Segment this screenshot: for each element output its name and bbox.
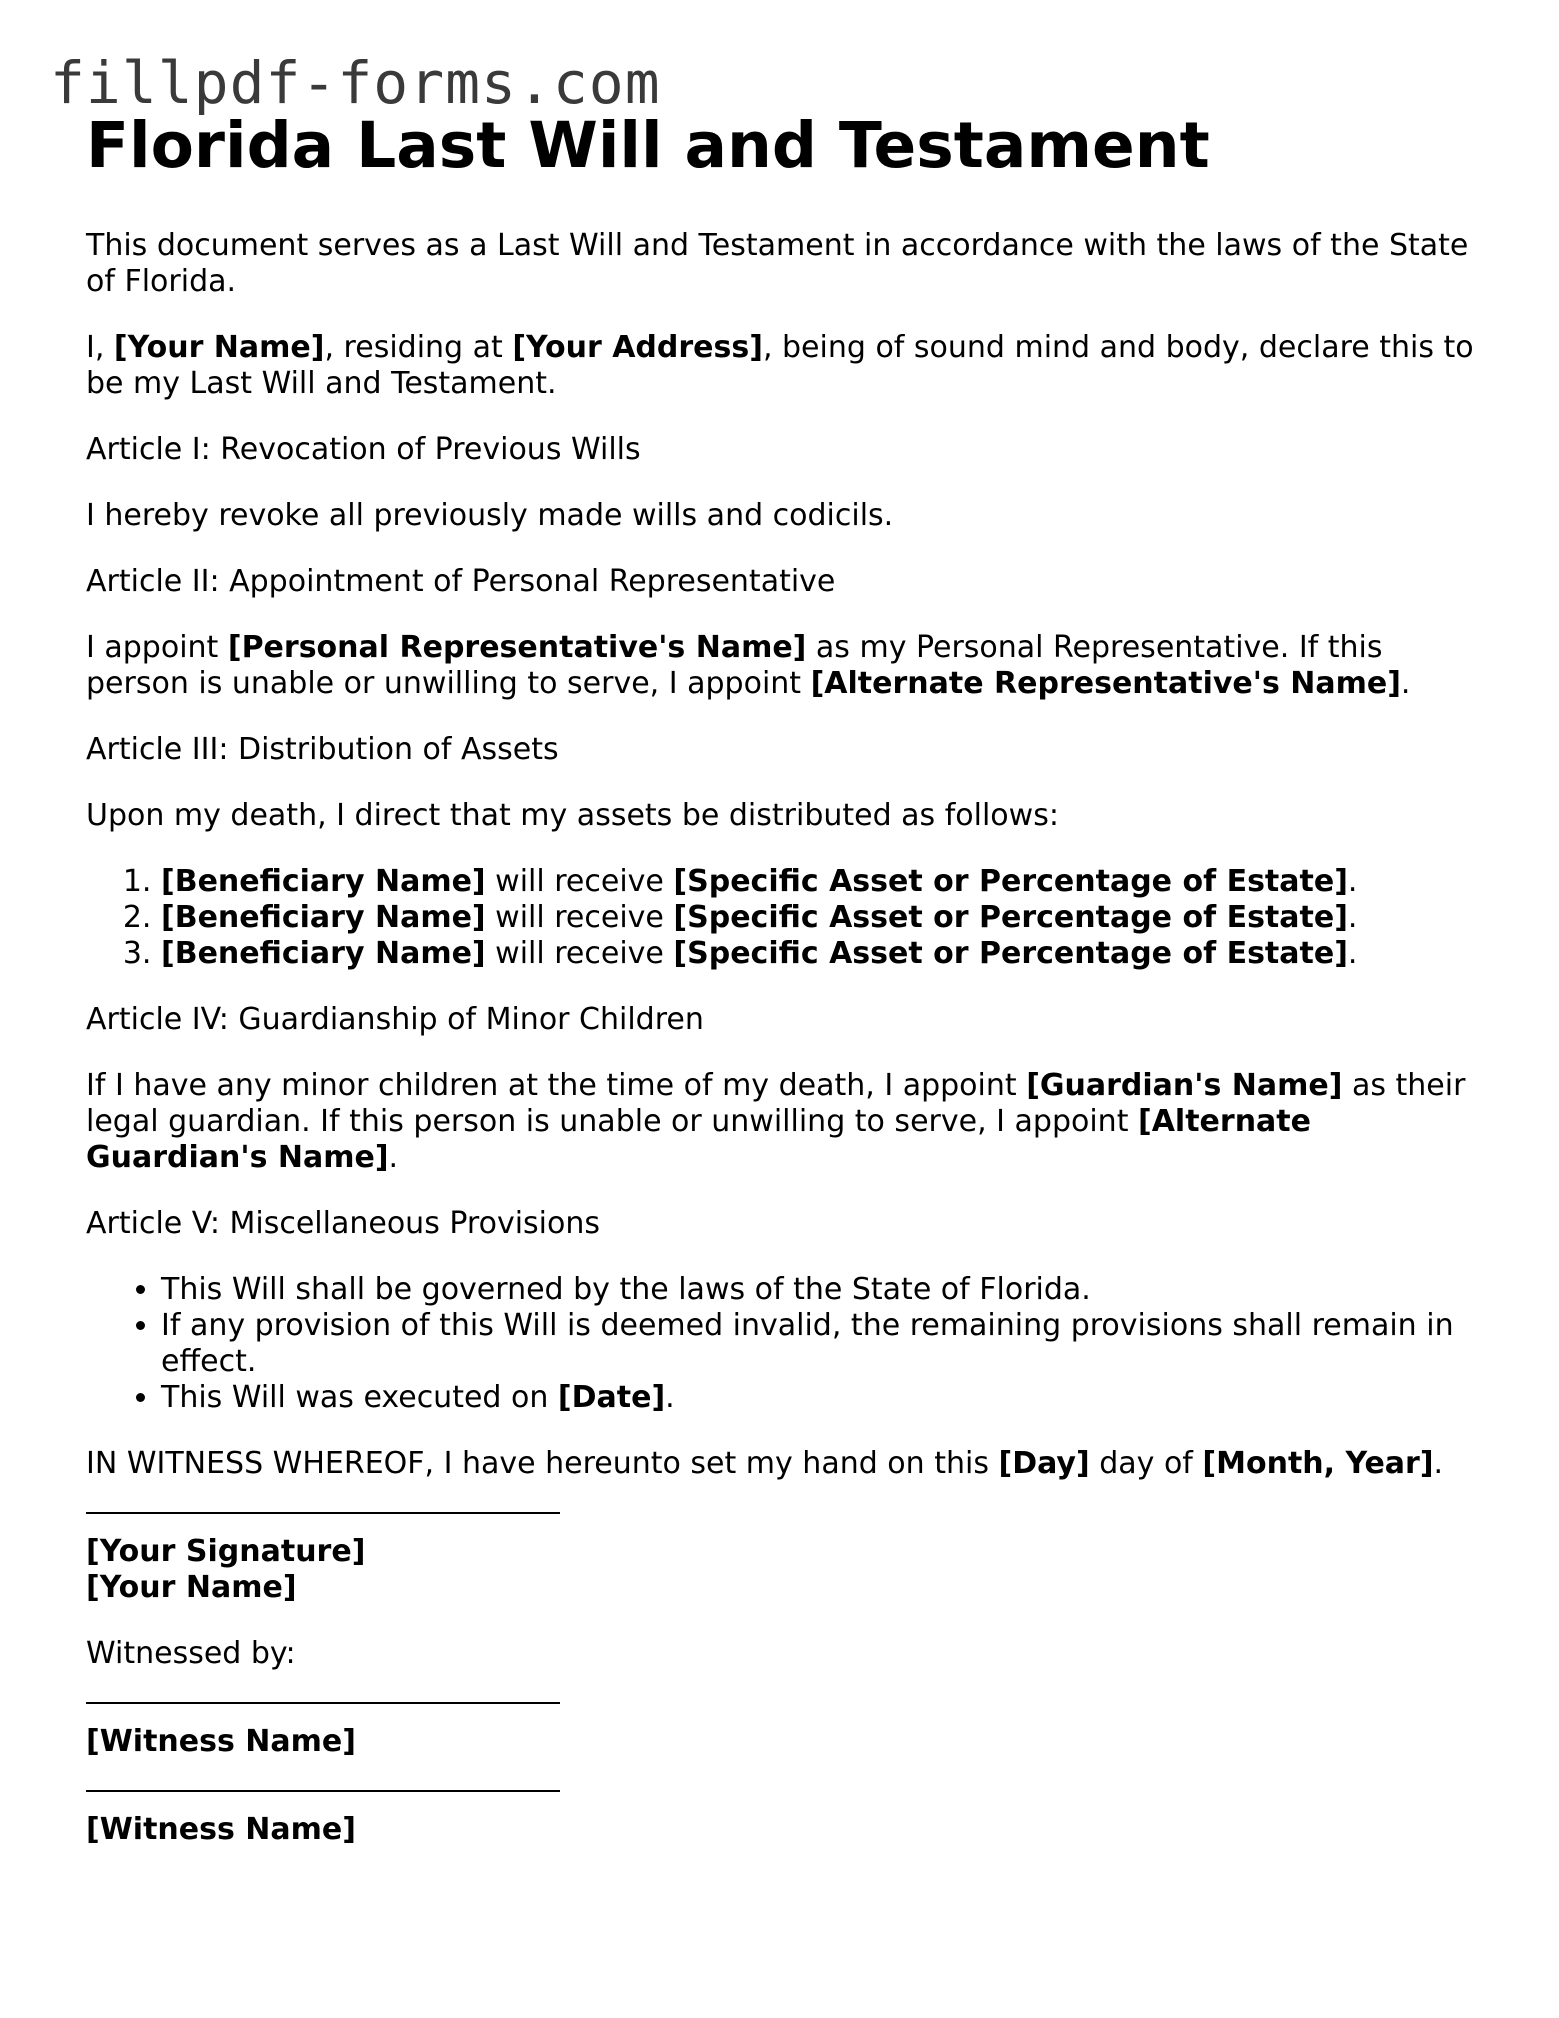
- representative-name-field: [Personal Representative's Name]: [227, 630, 807, 665]
- article-2-text: I appoint [Personal Representative's Name] as my Personal Representative. If this person is unable or unwilling to serve, I appoint [Alternate Representative's Name].: [86, 630, 1411, 701]
- article-1-text: I hereby revoke all previously made wills and codicils.: [86, 498, 894, 533]
- watermark: fillpdf-forms.com: [50, 49, 661, 117]
- article-4-text: If I have any minor children at the time of my death, I appoint [Guardian's Name] as their legal guardian. If this person is unable or unwilling to serve, I appoint [Alternate Guardian's Name].: [86, 1068, 1466, 1175]
- your-address-field: [Your Address]: [512, 330, 763, 365]
- beneficiary-list: [86, 864, 1486, 972]
- declaration-paragraph: I, [Your Name], residing at [Your Address], being of sound mind and body, declare this to be my Last Will and Testament.: [86, 330, 1474, 401]
- intro-paragraph: This document serves as a Last Will and Testament in accordance with the laws of the State of Florida.: [86, 228, 1469, 299]
- article-1-heading: Article I: Revocation of Previous Wills: [86, 432, 641, 467]
- list-item: 1. [Beneficiary Name] will receive [Specific Asset or Percentage of Estate].: [161, 864, 1486, 900]
- list-item: 2. [Beneficiary Name] will receive [Specific Asset or Percentage of Estate].: [161, 900, 1486, 936]
- signature-line: [86, 1512, 560, 1514]
- witness-block: [86, 1724, 1486, 1760]
- document-page: [86, 108, 1486, 1878]
- alternate-representative-field: [Alternate Representative's Name]: [810, 666, 1401, 701]
- witness-block: [86, 1812, 1486, 1848]
- list-item: • This Will was executed on [Date].: [161, 1380, 1486, 1416]
- article-5-heading: Article V: Miscellaneous Provisions: [86, 1206, 600, 1241]
- witness-signature-line: [86, 1702, 560, 1704]
- signature-block: [86, 1534, 1486, 1606]
- witness-name-label: [Witness Name]: [86, 1724, 356, 1759]
- article-2-heading: Article II: Appointment of Personal Representative: [86, 564, 836, 599]
- article-3-text: Upon my death, I direct that my assets be distributed as follows:: [86, 798, 1059, 833]
- article-4-heading: Article IV: Guardianship of Minor Children: [86, 1002, 704, 1037]
- your-signature-label: [Your Signature]: [86, 1534, 366, 1569]
- page-title: Florida Last Will and Testament: [86, 109, 1210, 182]
- date-field: [Date]: [557, 1380, 666, 1415]
- article-3-heading: Article III: Distribution of Assets: [86, 732, 559, 767]
- list-item: 3. [Beneficiary Name] will receive [Specific Asset or Percentage of Estate].: [161, 936, 1486, 972]
- alternate-guardian-field: [Alternate Guardian's Name]: [86, 1104, 1311, 1175]
- month-year-field: [Month, Year]: [1202, 1446, 1434, 1481]
- witness-clause: IN WITNESS WHEREOF, I have hereunto set my hand on this [Day] day of [Month, Year].: [86, 1446, 1444, 1481]
- day-field: [Day]: [998, 1446, 1090, 1481]
- your-name-label: [Your Name]: [86, 1570, 297, 1605]
- list-item: • This Will shall be governed by the laws of the State of Florida.: [161, 1272, 1486, 1308]
- guardian-name-field: [Guardian's Name]: [1026, 1068, 1343, 1103]
- witnessed-by-label: Witnessed by:: [86, 1636, 296, 1671]
- witness-signature-line: [86, 1790, 560, 1792]
- list-item: • If any provision of this Will is deemed invalid, the remaining provisions shall remain in effect.: [161, 1308, 1486, 1380]
- provisions-list: [86, 1272, 1486, 1416]
- your-name-field: [Your Name]: [113, 330, 325, 365]
- witness-name-label: [Witness Name]: [86, 1812, 356, 1847]
